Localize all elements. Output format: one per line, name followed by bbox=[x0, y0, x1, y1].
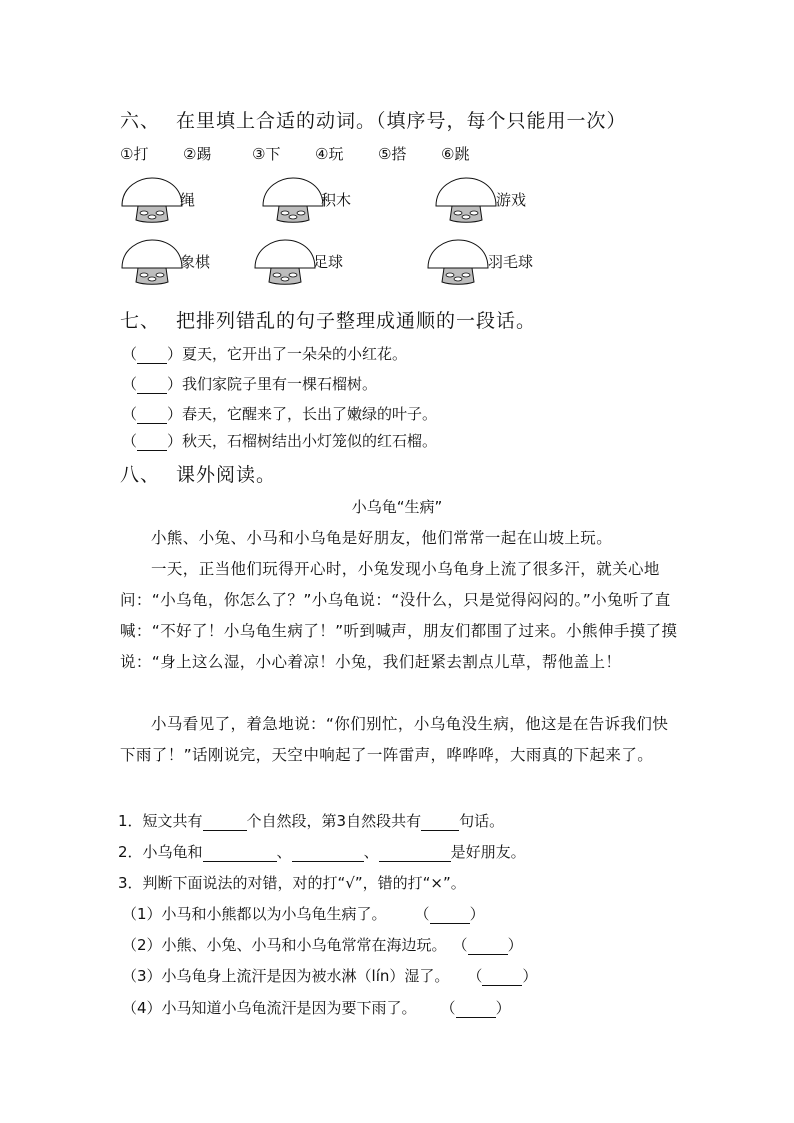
q2-sep: 、 bbox=[276, 843, 292, 861]
question-3: 3．判断下面说法的对错，对的打“√”，错的打“×”。 bbox=[118, 874, 466, 892]
judgment-1 bbox=[122, 903, 485, 924]
q1-blank-1[interactable] bbox=[203, 814, 247, 831]
mushroom-blank-2[interactable] bbox=[261, 176, 461, 226]
mushroom-blank-3[interactable] bbox=[434, 176, 634, 226]
mushroom-word: 绳 bbox=[180, 191, 196, 209]
judgment-blank[interactable] bbox=[482, 969, 522, 986]
q1-prefix: 1．短文共有 bbox=[118, 812, 203, 830]
paren-close: ） bbox=[495, 999, 511, 1017]
judgment-blank[interactable] bbox=[456, 1001, 496, 1018]
paren-close: ） bbox=[167, 432, 183, 450]
mushroom-blank-5[interactable] bbox=[253, 238, 453, 288]
order-blank[interactable] bbox=[137, 377, 167, 394]
q2-sep: 、 bbox=[363, 843, 379, 861]
mushroom-icon bbox=[261, 176, 325, 224]
paren-close: ） bbox=[469, 905, 485, 923]
section-6-number: 六、 bbox=[120, 110, 161, 132]
section-7-number: 七、 bbox=[120, 310, 161, 332]
paren-close: ） bbox=[507, 936, 523, 954]
judgment-blank[interactable] bbox=[430, 907, 470, 924]
verb-options bbox=[120, 143, 469, 164]
section-8-heading bbox=[120, 460, 276, 487]
section-6-heading bbox=[120, 106, 627, 133]
sentence-text: 秋天，石榴树结出小灯笼似的红石榴。 bbox=[182, 432, 438, 450]
order-blank[interactable] bbox=[137, 407, 167, 424]
mushroom-word: 羽毛球 bbox=[488, 253, 534, 271]
mushroom-icon bbox=[120, 238, 184, 286]
section-8-title: 课外阅读。 bbox=[176, 464, 277, 486]
paren-open: （ bbox=[122, 432, 138, 450]
mushroom-word: 足球 bbox=[313, 253, 344, 271]
question-2 bbox=[118, 841, 526, 862]
story-paragraph-2: 一天，正当他们玩得开心时，小兔发现小乌龟身上流了很多汗，就关心地问：“小乌龟，你怎么了？”小乌龟说：“没什么，只是觉得闷闷的。”小兔听了直喊：“不好了！小乌龟生病了！”听到喊声，朋友们都围了过来。小熊伸手摸了摸说：“身上这么湿，小心着凉！小兔，我们赶紧去割点儿草，帮他盖上！ bbox=[120, 560, 678, 671]
paren-open: （ bbox=[122, 405, 138, 423]
paren-close: ） bbox=[167, 405, 183, 423]
judgment-3 bbox=[122, 965, 537, 986]
order-item-1 bbox=[122, 343, 407, 364]
mushroom-blank-6[interactable] bbox=[426, 238, 626, 288]
mushroom-icon bbox=[120, 176, 184, 224]
paren-close: ） bbox=[167, 375, 183, 393]
mushroom-word: 象棋 bbox=[180, 253, 211, 271]
q2-blank-3[interactable] bbox=[379, 845, 451, 862]
story-title: 小乌龟“生病” bbox=[351, 498, 443, 516]
option-6: ⑥跳 bbox=[441, 145, 470, 163]
section-6-title: 在里填上合适的动词。（填序号，每个只能用一次） bbox=[176, 110, 627, 132]
q1-suffix: 句话。 bbox=[459, 812, 505, 830]
sentence-text: 夏天，它开出了一朵朵的小红花。 bbox=[182, 345, 408, 363]
paren-close: ） bbox=[167, 345, 183, 363]
paren-open: （ bbox=[122, 345, 138, 363]
q2-suffix: 是好朋友。 bbox=[450, 843, 526, 861]
sentence-text: 我们家院子里有一棵石榴树。 bbox=[182, 375, 378, 393]
q2-blank-2[interactable] bbox=[292, 845, 364, 862]
q1-mid: 个自然段，第3自然段共有 bbox=[246, 812, 422, 830]
q1-blank-2[interactable] bbox=[421, 814, 459, 831]
q2-blank-1[interactable] bbox=[203, 845, 277, 862]
section-7-heading bbox=[120, 306, 536, 333]
paren-open: （ bbox=[414, 905, 430, 923]
paren-open: （ bbox=[122, 375, 138, 393]
judgment-text: （3）小乌龟身上流汗是因为被水淋（lín）湿了。 bbox=[122, 967, 450, 985]
story-paragraph-3: 小马看见了，着急地说：“你们别忙，小乌龟没生病，他这是在告诉我们快下雨了！”话刚说完，天空中响起了一阵雷声，哗哗哗，大雨真的下起来了。 bbox=[120, 715, 669, 764]
judgment-2 bbox=[122, 934, 523, 955]
section-8-number: 八、 bbox=[120, 464, 161, 486]
judgment-text: （2）小熊、小兔、小马和小乌龟常常在海边玩。 bbox=[122, 936, 447, 954]
q2-prefix: 2．小乌龟和 bbox=[118, 843, 203, 861]
order-item-2 bbox=[122, 373, 377, 394]
mushroom-icon bbox=[253, 238, 317, 286]
order-item-4 bbox=[122, 430, 437, 451]
mushroom-word: 游戏 bbox=[496, 191, 527, 209]
mushroom-icon bbox=[426, 238, 490, 286]
order-item-3 bbox=[122, 403, 437, 424]
mushroom-word: 积木 bbox=[321, 191, 352, 209]
option-1: ①打 bbox=[120, 145, 149, 163]
option-4: ④玩 bbox=[315, 145, 344, 163]
order-blank[interactable] bbox=[137, 347, 167, 364]
question-1 bbox=[118, 810, 504, 831]
judgment-text: （1）小马和小熊都以为小乌龟生病了。 bbox=[122, 905, 387, 923]
section-7-title: 把排列错乱的句子整理成通顺的一段话。 bbox=[176, 310, 537, 332]
mushroom-icon bbox=[434, 176, 498, 224]
option-2: ②踢 bbox=[183, 145, 212, 163]
story-paragraph-1: 小熊、小兔、小马和小乌龟是好朋友，他们常常一起在山坡上玩。 bbox=[151, 529, 613, 547]
option-5: ⑤搭 bbox=[378, 145, 407, 163]
paren-open: （ bbox=[467, 967, 483, 985]
sentence-text: 春天，它醒来了，长出了嫩绿的叶子。 bbox=[182, 405, 438, 423]
judgment-4 bbox=[122, 997, 511, 1018]
judgment-text: （4）小马知道小乌龟流汗是因为要下雨了。 bbox=[122, 999, 417, 1017]
paren-close: ） bbox=[522, 967, 538, 985]
paren-open: （ bbox=[440, 999, 456, 1017]
judgment-blank[interactable] bbox=[468, 938, 508, 955]
paren-open: （ bbox=[452, 936, 468, 954]
option-3: ③下 bbox=[252, 145, 281, 163]
order-blank[interactable] bbox=[137, 434, 167, 451]
